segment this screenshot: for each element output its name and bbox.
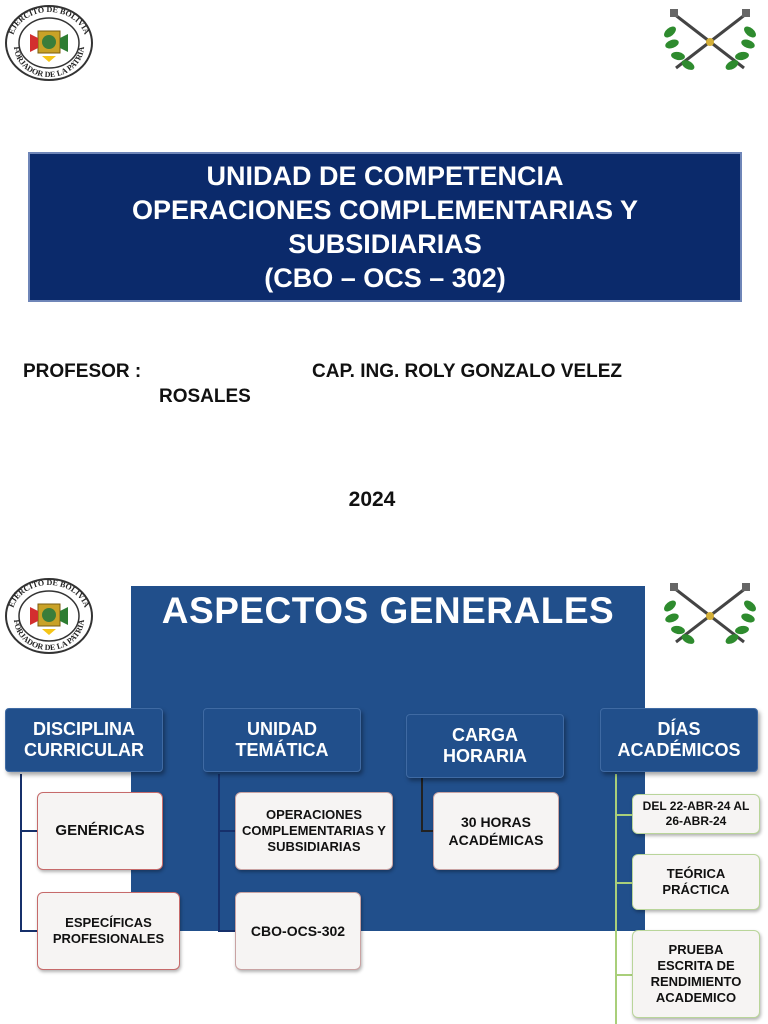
svg-text:FORJADOR DE LA PATRIA: FORJADOR DE LA PATRIA xyxy=(11,45,87,80)
item-cbo-ocs-302: CBO-OCS-302 xyxy=(235,892,361,970)
category-title-line: DÍAS xyxy=(657,719,701,739)
connector-line xyxy=(218,774,220,932)
connector-line xyxy=(20,930,38,932)
category-title-line: CURRICULAR xyxy=(24,740,144,760)
category-title-line: UNIDAD xyxy=(247,719,317,739)
connector-line xyxy=(20,830,38,832)
slide-general-aspects xyxy=(0,512,768,1024)
connector-line xyxy=(218,830,236,832)
connector-line xyxy=(218,930,236,932)
item-genericas: GENÉRICAS xyxy=(37,792,163,870)
connector-line xyxy=(421,774,423,832)
item-teorica-practica: TEÓRICA PRÁCTICA xyxy=(632,854,760,910)
item-especificas-profesionales: ESPECÍFICAS PROFESIONALES xyxy=(37,892,180,970)
title-line: SUBSIDIARIAS xyxy=(288,229,482,259)
item-30-horas-academicas: 30 HORAS ACADÉMICAS xyxy=(433,792,559,870)
svg-text:FORJADOR DE LA PATRIA: FORJADOR DE LA PATRIA xyxy=(11,618,87,653)
year: 2024 xyxy=(348,488,396,511)
item-fechas: DEL 22-ABR-24 AL 26-ABR-24 xyxy=(632,794,760,834)
connector-line xyxy=(615,814,633,816)
category-title-line: TEMÁTICA xyxy=(235,740,329,760)
category-dias-academicos xyxy=(600,708,758,772)
connector-line xyxy=(615,774,617,1024)
category-title-line: CARGA xyxy=(452,725,518,745)
category-title-line: HORARIA xyxy=(443,746,527,766)
course-title-box xyxy=(28,152,742,302)
category-unidad-tematica xyxy=(203,708,361,772)
slide-heading: ASPECTOS GENERALES xyxy=(161,590,615,631)
connector-line xyxy=(20,774,22,932)
connector-line xyxy=(615,974,633,976)
connector-line xyxy=(615,882,633,884)
svg-text:EJÉRCITO DE BOLIVIA: EJÉRCITO DE BOLIVIA xyxy=(6,4,92,36)
title-line: (CBO – OCS – 302) xyxy=(264,263,506,293)
category-title-line: ACADÉMICOS xyxy=(617,740,741,760)
crossed-swords-laurel-icon xyxy=(660,4,760,80)
category-carga-horaria xyxy=(406,714,564,778)
professor-name-line1: CAP. ING. ROLY GONZALO VELEZ xyxy=(312,361,623,382)
category-title-line: DISCIPLINA xyxy=(32,719,135,739)
crossed-swords-laurel-icon xyxy=(660,578,760,654)
bolivian-army-seal-icon xyxy=(4,4,94,82)
title-line: UNIDAD DE COMPETENCIA xyxy=(206,161,564,191)
title-line: OPERACIONES COMPLEMENTARIAS Y xyxy=(131,195,639,225)
category-disciplina-curricular xyxy=(5,708,163,772)
item-operaciones-complementarias: OPERACIONES COMPLEMENTARIAS Y SUBSIDIARIAS xyxy=(235,792,393,870)
professor-name-line2: ROSALES xyxy=(159,386,251,407)
svg-text:EJÉRCITO DE BOLIVIA: EJÉRCITO DE BOLIVIA xyxy=(6,577,92,609)
item-prueba-escrita: PRUEBA ESCRITA DE RENDIMIENTO ACADEMICO xyxy=(632,930,760,1018)
professor-label: PROFESOR : xyxy=(23,361,142,382)
bolivian-army-seal-icon xyxy=(4,576,94,656)
